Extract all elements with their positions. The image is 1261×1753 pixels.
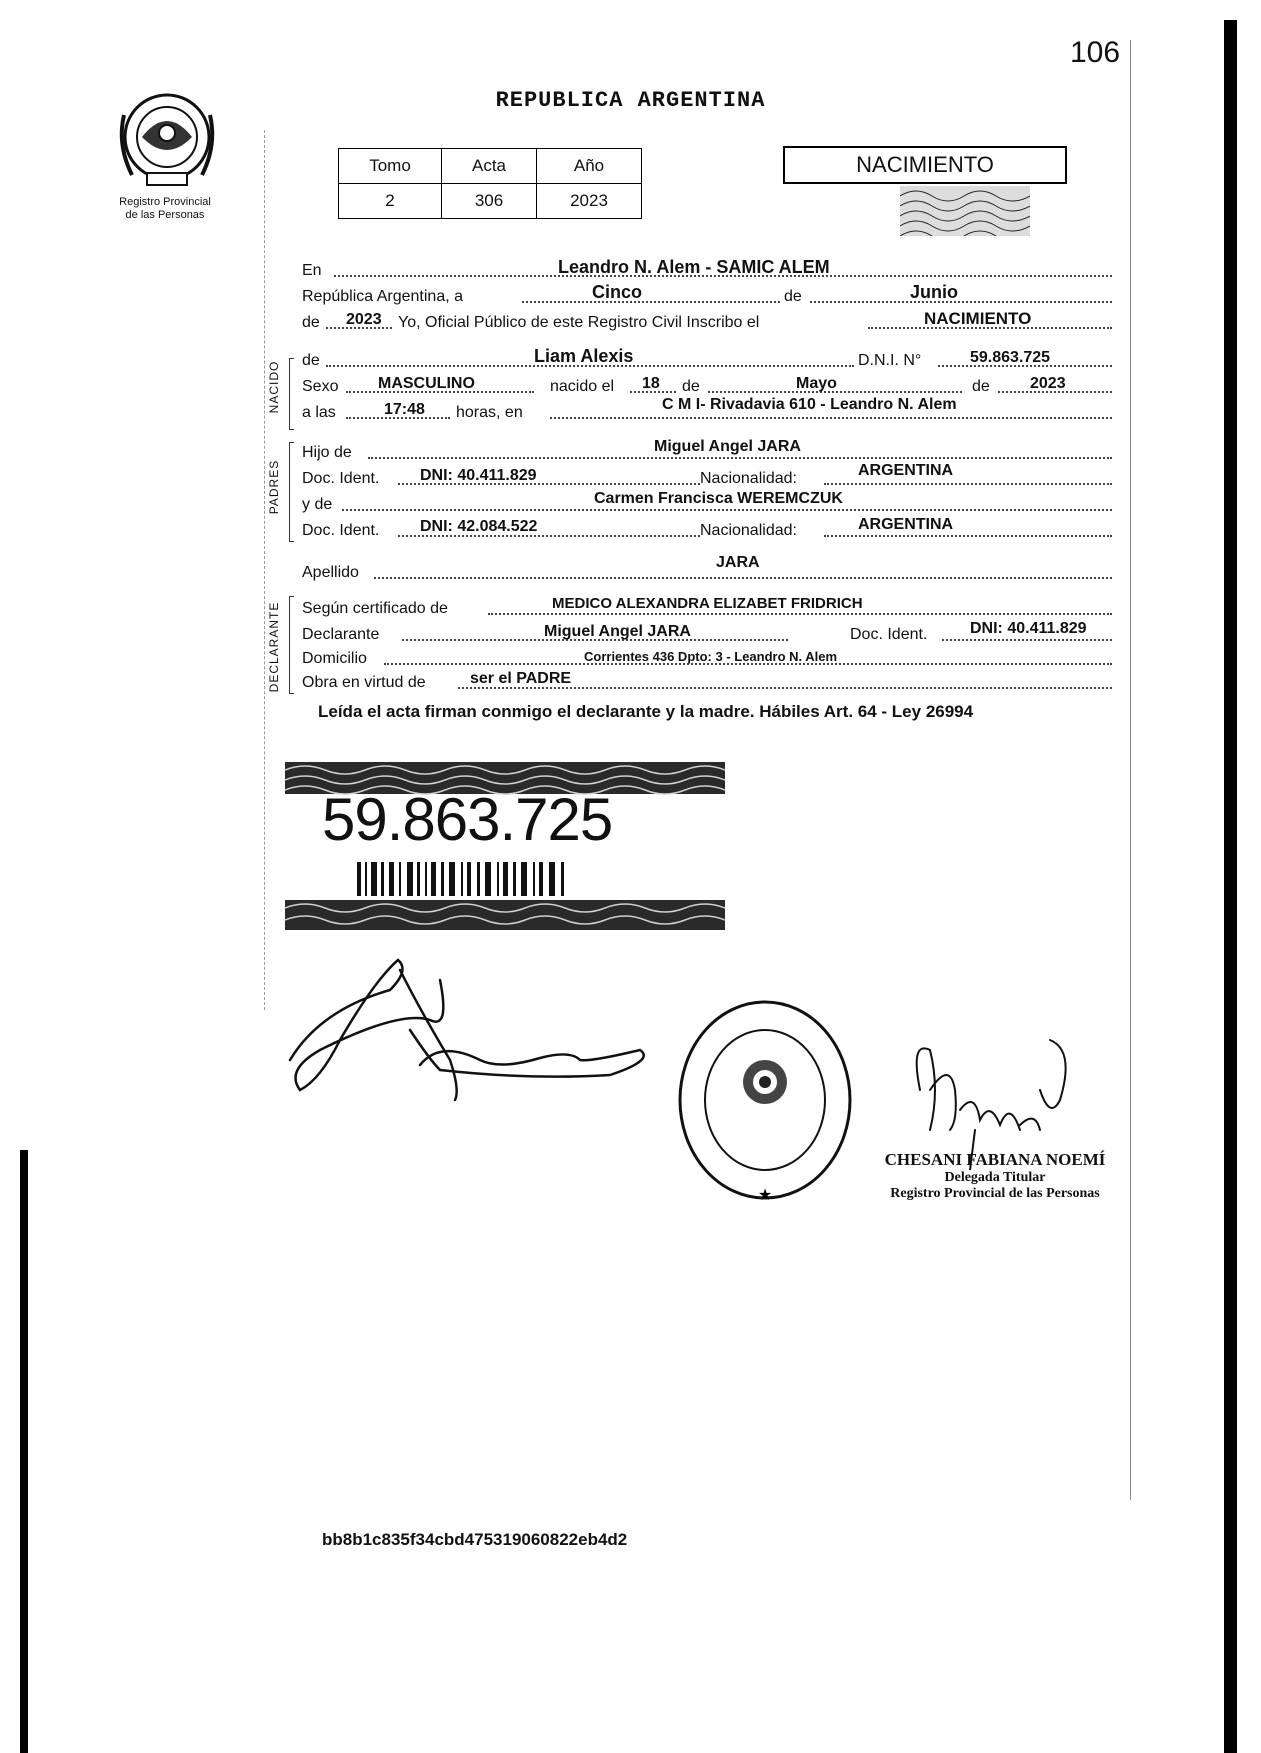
document-hash: bb8b1c835f34cbd475319060822eb4d2 — [322, 1530, 628, 1549]
row-padre — [302, 440, 1112, 462]
field-label: Doc. Ident. — [302, 522, 380, 539]
signature-official — [900, 1030, 1090, 1170]
security-pattern-icon — [900, 186, 1030, 236]
field-value-nombre: Liam Alexis — [534, 346, 634, 366]
field-label: y de — [302, 496, 333, 513]
row-certificado — [302, 596, 1112, 618]
row-madre-doc — [302, 518, 1112, 540]
margin-rule — [264, 130, 265, 1010]
fill-line — [342, 509, 1112, 511]
fill-line — [488, 613, 1112, 615]
field-value-apellido: JARA — [716, 554, 760, 571]
field-label: de — [972, 378, 990, 395]
field-value-padre-doc: DNI: 40.411.829 — [420, 467, 537, 484]
field-label: Apellido — [302, 564, 359, 581]
field-label: Doc. Ident. — [850, 626, 928, 643]
field-label: D.N.I. N° — [858, 352, 922, 369]
closing-statement: Leída el acta firman conmigo el declarante y la madre. Hábiles Art. 64 - Ley 26994 — [318, 702, 974, 721]
row-declarante — [302, 622, 1112, 644]
field-value-nac-anio: 2023 — [1030, 375, 1066, 392]
field-value-declarante: Miguel Angel JARA — [544, 623, 691, 640]
field-label: En — [302, 262, 322, 279]
field-value-anio: 2023 — [346, 311, 382, 328]
fill-line — [824, 535, 1112, 537]
official-block — [870, 1150, 1120, 1202]
svg-text:★: ★ — [757, 1187, 773, 1204]
field-value-obra: ser el PADRE — [470, 670, 572, 687]
section-label-nacido: NACIDO — [267, 360, 281, 414]
field-label: de — [302, 314, 320, 331]
record-table-value-row — [339, 184, 642, 219]
field-value-lugar-nacimiento: C M I- Rivadavia 610 - Leandro N. Alem — [662, 396, 957, 413]
section-label-padres: PADRES — [267, 459, 281, 515]
field-label: Yo, Oficial Público de este Registro Civil Inscribo el — [398, 314, 760, 331]
field-value-certificado: MEDICO ALEXANDRA ELIZABET FRIDRICH — [552, 595, 863, 612]
official-name: CHESANI FABIANA NOEMÍ — [884, 1150, 1106, 1169]
fill-line — [374, 577, 1112, 579]
field-label: horas, en — [456, 404, 523, 421]
field-value-padre-nac: ARGENTINA — [858, 462, 954, 479]
scan-edge-left — [20, 1150, 28, 1753]
page-number: 106 — [1070, 36, 1121, 69]
issuer-name-line1: Registro Provincial — [119, 196, 211, 208]
fill-line — [522, 301, 780, 303]
field-value-madre-doc: DNI: 42.084.522 — [420, 518, 538, 535]
field-value-madre: Carmen Francisca WEREMCZUK — [594, 490, 843, 507]
signature-declarante — [280, 950, 660, 1110]
field-label: Nacionalidad: — [700, 522, 797, 539]
field-label: Domicilio — [302, 650, 367, 667]
page-edge-line — [1130, 40, 1131, 1500]
record-table-cell: 2023 — [537, 184, 642, 219]
field-label: Hijo de — [302, 444, 352, 461]
fill-line — [368, 457, 1112, 459]
field-value-nac-mes: Mayo — [796, 375, 837, 392]
fill-line — [810, 301, 1112, 303]
field-value-declarante-doc: DNI: 40.411.829 — [970, 620, 1087, 637]
field-label: nacido el — [550, 378, 615, 395]
row-madre — [302, 492, 1112, 514]
row-fecha — [302, 284, 1112, 306]
issuer-name — [90, 196, 240, 222]
field-value-domicilio: Corrientes 436 Dpto: 3 - Leandro N. Alem — [584, 649, 838, 664]
official-role: Delegada Titular — [944, 1170, 1046, 1185]
nacido-bracket — [289, 358, 294, 430]
field-label: de — [682, 378, 700, 395]
record-table-header: Acta — [442, 149, 537, 184]
official-stamp — [670, 990, 860, 1210]
field-label: Obra en virtud de — [302, 674, 426, 691]
record-table-cell: 306 — [442, 184, 537, 219]
section-label-declarante: DECLARANTE — [267, 601, 281, 693]
field-value-nac-dia: 18 — [642, 375, 660, 392]
issuer-name-line2: de las Personas — [125, 209, 205, 221]
fill-line — [942, 639, 1112, 641]
field-value-mes: Junio — [910, 282, 958, 302]
field-label: Nacionalidad: — [700, 470, 797, 487]
field-value-madre-nac: ARGENTINA — [858, 516, 954, 533]
field-label: Sexo — [302, 378, 339, 395]
field-value-dia: Cinco — [592, 282, 643, 302]
field-value-inscripcion: NACIMIENTO — [924, 309, 1032, 328]
field-label: de — [784, 288, 802, 305]
official-office: Registro Provincial de las Personas — [890, 1186, 1100, 1201]
row-en — [302, 258, 1112, 280]
row-nombre — [302, 348, 1112, 370]
record-type-box: NACIMIENTO — [783, 146, 1067, 184]
field-value-padre: Miguel Angel JARA — [654, 438, 801, 455]
field-label: a las — [302, 404, 336, 421]
field-value-lugar-registro: Leandro N. Alem - SAMIC ALEM — [558, 257, 830, 277]
scan-edge-right — [1224, 20, 1237, 1753]
field-value-dni: 59.863.725 — [970, 349, 1051, 366]
row-hora-lugar — [302, 396, 1112, 422]
fill-line — [550, 417, 1112, 419]
record-table-header: Año — [537, 149, 642, 184]
row-obra — [302, 670, 1112, 692]
record-table-header-row — [339, 149, 642, 184]
field-value-hora: 17:48 — [384, 401, 425, 418]
field-label: República Argentina, a — [302, 288, 463, 305]
field-label: de — [302, 352, 320, 369]
row-padre-doc — [302, 462, 1112, 488]
field-label: Doc. Ident. — [302, 470, 380, 487]
document-title: REPUBLICA ARGENTINA — [495, 88, 766, 113]
field-label: Según certificado de — [302, 600, 448, 617]
fill-line — [824, 483, 1112, 485]
declarante-bracket — [289, 596, 294, 694]
padres-bracket — [289, 442, 294, 542]
row-inscribo — [302, 310, 1112, 332]
row-domicilio — [302, 646, 1112, 668]
row-apellido — [302, 554, 1112, 582]
record-table-cell: 2 — [339, 184, 442, 219]
row-sexo — [302, 374, 1112, 396]
id-number-large: 59.863.725 — [322, 786, 613, 853]
field-value-sexo: MASCULINO — [378, 375, 475, 392]
record-table — [338, 148, 642, 219]
field-label: Declarante — [302, 626, 380, 643]
record-table-header: Tomo — [339, 149, 442, 184]
